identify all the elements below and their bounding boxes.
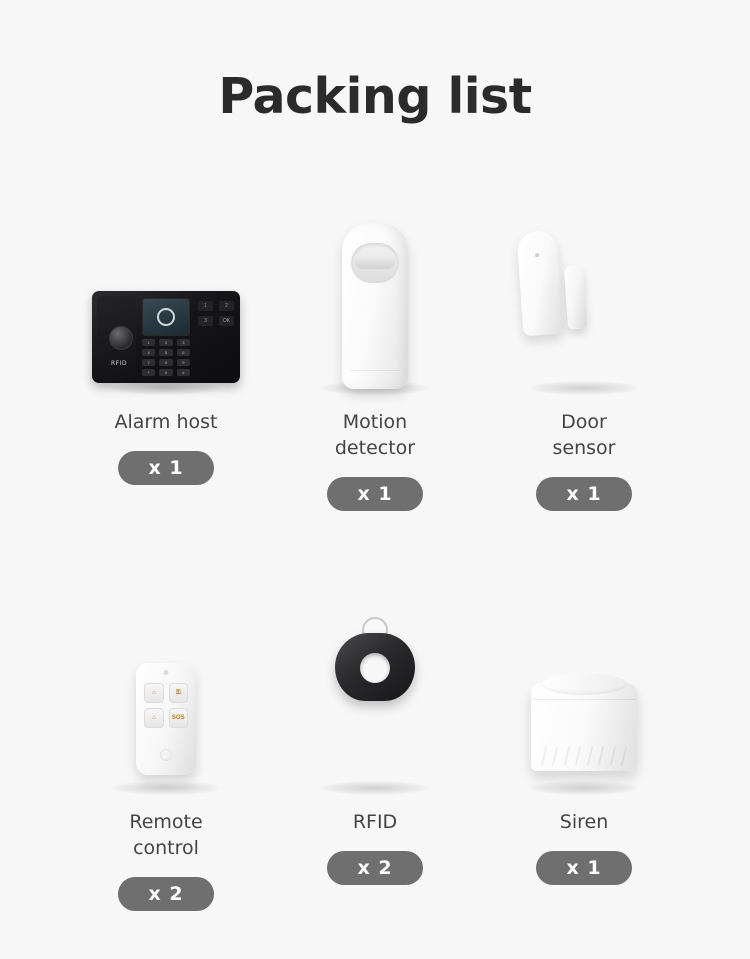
vent-slot [621,747,627,765]
drop-shadow [529,781,639,795]
vent-slot [609,747,615,765]
vent-slot [575,747,581,765]
keypad-key: 3 [177,339,190,346]
keypad-key: 6 [177,349,190,356]
keypad-key: 8 [159,359,172,366]
item-label-line1: RFID [352,811,398,833]
list-item-remote-control [62,597,271,911]
alarm-host-rfid-panel [97,296,136,378]
pir-lens [351,243,399,283]
body-seam [350,370,400,371]
item-label [553,409,616,461]
remote-buttons [144,683,188,728]
quantity-badge: x 2 [327,851,423,885]
led-indicator-icon [164,670,169,675]
vent-slot [552,747,558,765]
drop-shadow [111,381,221,395]
quantity-badge: x 1 [536,851,632,885]
keyring-hole-icon [160,749,172,761]
keypad-key: 0 [159,369,172,376]
item-label [129,809,202,861]
siren-art [484,597,684,797]
item-label [353,809,397,835]
item-label [335,409,415,461]
list-item-rfid [271,597,480,885]
rfid-tag-icon [335,633,415,701]
vent-slot [564,747,570,765]
keypad-key: 9 [177,359,190,366]
keypad-key: 1 [142,339,155,346]
drop-shadow [529,381,639,395]
siren-vents [543,747,625,765]
quantity-badge: x 2 [118,877,214,911]
quantity-badge: x 1 [536,477,632,511]
alarm-host-icon [92,291,240,383]
door-sensor-magnet [564,264,587,329]
list-item-alarm-host [62,197,271,485]
speaker-icon [109,326,133,350]
item-label [115,409,218,435]
rfid-hole [360,653,390,683]
led-indicator-icon [535,253,539,257]
door-sensor-icon [516,230,563,337]
remote-control-icon [136,663,196,775]
list-item-siren [480,597,689,885]
page-title: Packing list [218,68,532,125]
rfid-label: RFID [110,360,127,367]
siren-icon [531,683,637,771]
alarm-host-keypad [142,339,190,376]
item-label-line2: detector [334,437,416,459]
alarm-host-screen [142,298,190,336]
side-key: 1 [198,301,213,311]
siren-seam [531,699,637,700]
item-label-line2: control [133,837,199,859]
vent-slot [598,747,604,765]
drop-shadow [111,781,221,795]
keypad-key: 5 [159,349,172,356]
list-item-motion-detector [271,197,480,511]
keypad-key: 7 [142,359,155,366]
packing-list-row-1 [0,197,750,511]
list-item-door-sensor [480,197,689,511]
siren-cap [541,673,627,695]
side-key: 3 [198,316,213,326]
item-label-line1: Siren [559,811,609,833]
motion-detector-art [275,197,475,397]
item-label-line1: Alarm host [114,411,218,433]
alarm-host-art [66,197,266,397]
item-label-line1: Remote [129,811,203,833]
keypad-key: * [142,369,155,376]
quantity-badge: x 1 [118,451,214,485]
rfid-art [275,597,475,797]
vent-slot [586,747,592,765]
keypad-key: # [177,369,190,376]
door-sensor-art [484,197,684,397]
motion-detector-icon [342,223,408,389]
item-label-line1: Motion [342,411,408,433]
item-label-line2: sensor [552,437,616,459]
side-key: 2 [219,301,234,311]
packing-list-row-2 [0,597,750,911]
remote-control-art [66,597,266,797]
item-label [560,809,608,835]
vent-slot [541,747,547,765]
quantity-badge: x 1 [327,477,423,511]
item-label-line1: Door [561,411,607,433]
home-icon: ⌂ [144,708,164,728]
drop-shadow [320,781,430,795]
keypad-key: 4 [142,349,155,356]
alarm-host-side-keys [198,301,234,326]
sos-icon: SOS [169,708,189,728]
side-key: OK [219,316,234,326]
keypad-key: 2 [159,339,172,346]
unlock-icon: ⚿ [169,683,189,703]
screen-dial-icon [157,308,175,326]
lock-icon: ⌂ [144,683,164,703]
